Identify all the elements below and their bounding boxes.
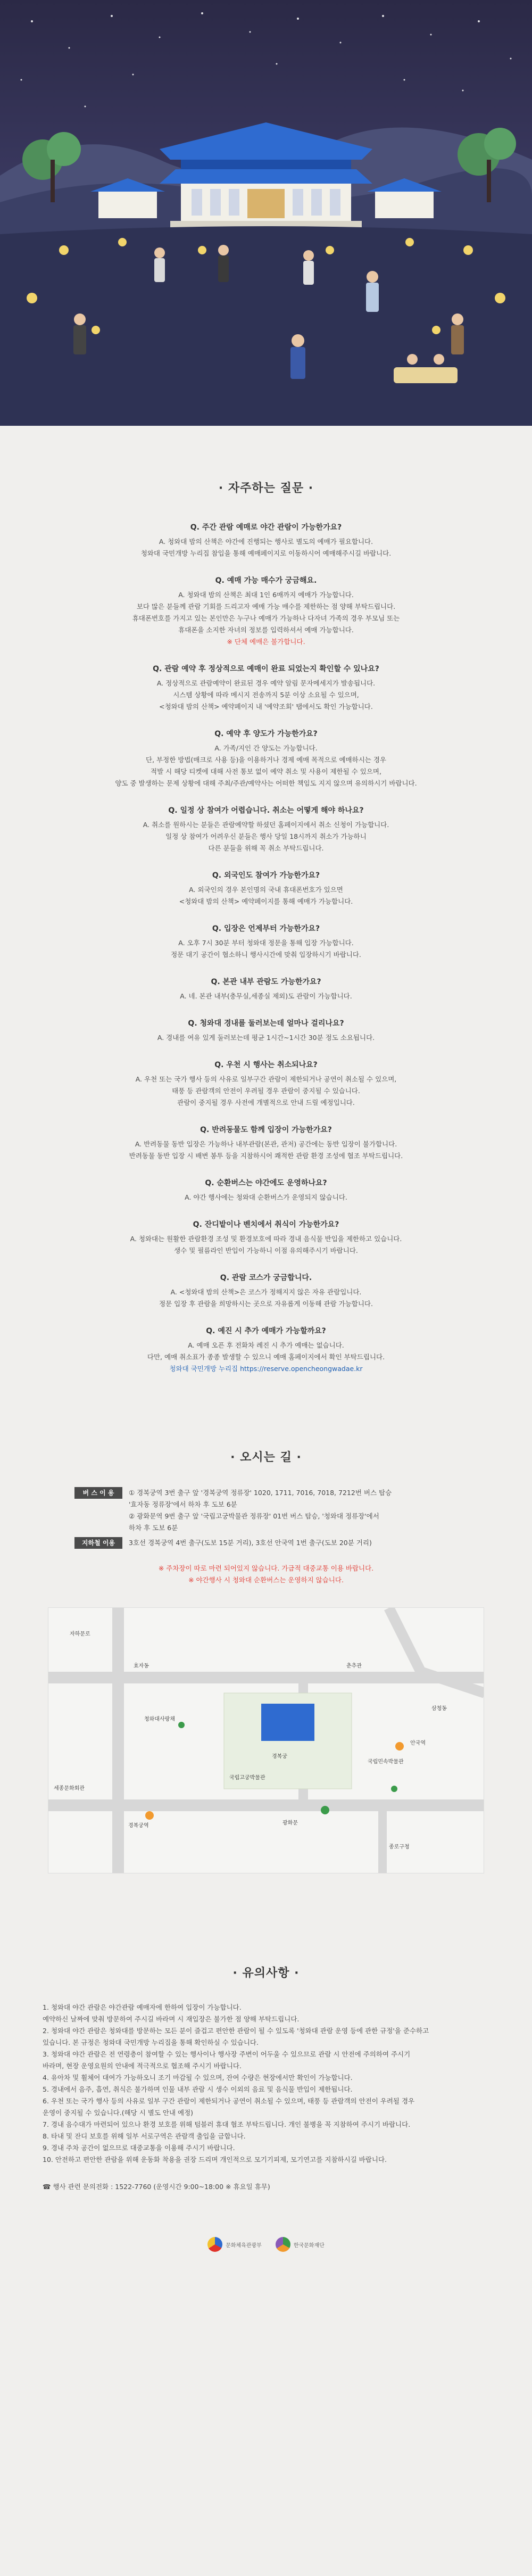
- faq-section: [0, 426, 532, 1427]
- faq-answer-line: 단, 부정한 방법(매크로 사용 등)을 이용하거나 경제 예매 목적으로 예매하시는 경우: [146, 756, 386, 764]
- faq-answer-line: A. 청와대는 원활한 관람환경 조성 및 환경보호에 따라 경내 음식물 반입을 제한하고 있습니다.: [130, 1235, 402, 1243]
- faq-answer: [32, 1192, 500, 1203]
- notice-title: · 유의사항 ·: [232, 1967, 300, 1980]
- faq-answer-line: A. 반려동물 동반 입장은 가능하나 내부관람(본관, 관저) 공간에는 동반 입장이 불가합니다.: [135, 1140, 397, 1148]
- faq-answer-line: 관람이 중지될 경우 사전에 개별적으로 안내 드릴 예정입니다.: [177, 1099, 355, 1107]
- faq-question: Q. 관람 코스가 궁금합니다.: [220, 1274, 312, 1282]
- faq-answer: [32, 678, 500, 713]
- directions-notes: [0, 1563, 532, 1586]
- faq-question: Q. 순환버스는 야간에도 운영하나요?: [205, 1179, 327, 1187]
- faq-question: Q. 외국인도 참여가 가능한가요?: [212, 871, 320, 880]
- faq-warning: ※ 단체 예매은 불가합니다.: [227, 638, 305, 646]
- transport-line: 3호선 경복궁역 4번 출구(도보 15분 거리), 3호선 안국역 1번 출구(도보 20분 거리): [129, 1539, 372, 1547]
- faq-question: Q. 주간 관람 예매로 야간 관람이 가능한가요?: [190, 523, 342, 532]
- faq-answer: [32, 884, 500, 907]
- faq-answer: [32, 990, 500, 1002]
- faq-answer-line: A. 오후 7시 30분 부터 청와대 정문을 통해 입장 가능합니다.: [178, 939, 354, 947]
- faq-item: [32, 1218, 500, 1257]
- faq-answer: [32, 1340, 500, 1375]
- faq-item: [32, 1124, 500, 1162]
- faq-answer: [32, 819, 500, 854]
- faq-answer-line: 다만, 예매 취소표가 종종 발생할 수 있으니 예매 홈페이지에서 확인 부탁드립니다.: [147, 1353, 385, 1361]
- transport-details: [129, 1487, 392, 1534]
- parking-note: ※ 주차장이 따로 마련 되어있지 않습니다. 가급적 대중교통 이용 바랍니다.: [158, 1564, 374, 1572]
- faq-answer-line: 휴대폰번호를 가지고 있는 본인만은 누구나 예매가 가능하나 다자녀 가족의 경우 부모님 또는: [132, 614, 400, 622]
- contact-info: ☎ 행사 관련 문의전화 : 1522-7760 (운영시간 9:00~18:00 ※ 휴요일 휴무): [43, 2183, 270, 2191]
- directions-row: [74, 1537, 458, 1549]
- faq-answer-line: 청와대 국민개방 누리집 참입을 통해 예매페이지로 이동하시어 예매해주시길 바랍니다.: [140, 549, 392, 557]
- faq-answer: [32, 937, 500, 961]
- faq-answer-line: A. 외국인의 경우 본인명의 국내 휴대폰번호가 있으면: [189, 886, 343, 894]
- faq-item: [32, 728, 500, 789]
- map-label: 세종문화회관: [54, 1786, 85, 1791]
- notice-item: 예약하신 날짜에 맞춰 방문하여 주시길 바라며 시 재입장은 불가한 점 양해 부탁드립니다.: [43, 2015, 300, 2023]
- map-label: 광화문: [282, 1820, 298, 1826]
- faq-answer: [32, 1032, 500, 1044]
- reservation-link[interactable]: 청와대 국민개방 누리집 https://reserve.opencheongwadae.kr: [169, 1365, 363, 1373]
- directions-row: [74, 1487, 458, 1534]
- directions-section: [0, 1427, 532, 1905]
- faq-answer-line: 정문 입장 후 관람을 희망하시는 곳으로 자유롭게 이동해 관람 가능합니다.: [159, 1300, 373, 1308]
- notice-section: [0, 1905, 532, 2212]
- map-label: 삼청동: [431, 1706, 447, 1712]
- notice-item: 1. 청와대 야간 관람은 야간관람 예매자에 한하여 입장이 가능합니다.: [43, 2003, 242, 2011]
- notice-item: 8. 타내 및 잔디 보호를 위해 일부 서로구역은 관람객 출입을 금합니다.: [43, 2132, 246, 2140]
- transport-line: ② 광화문역 9번 출구 앞 '국립고궁박물관 정류장' 01번 버스 탑승, '청와대 정류장'에서: [129, 1512, 379, 1520]
- faq-question: Q. 관람 예약 후 정상적으로 예매이 완료 되었는지 확인할 수 있나요?: [153, 665, 379, 673]
- faq-answer-line: A. 가족/지인 간 양도는 가능합니다.: [214, 744, 318, 752]
- faq-item: [32, 1177, 500, 1203]
- faq-item: [32, 1325, 500, 1375]
- notice-item: 바라며, 현장 운영요원의 안내에 적극적으로 협조해 주시기 바랍니다.: [43, 2062, 242, 2070]
- faq-question: Q. 예진 시 추가 예매가 가능할까요?: [206, 1327, 326, 1335]
- transport-tag: 지하철 이용: [74, 1537, 122, 1549]
- faq-list: [0, 521, 532, 1375]
- map-label: 춘추관: [346, 1663, 362, 1669]
- map-label: 청와대사랑채: [144, 1716, 175, 1722]
- faq-answer-line: <청와대 밤의 산책> 예약페이지 내 '예약조회' 탭에서도 확인 가능합니다.: [159, 703, 373, 711]
- map-label: 국립민속박물관: [368, 1759, 404, 1765]
- faq-answer-line: 다른 분들을 위해 꼭 취소 부탁드립니다.: [208, 844, 324, 852]
- faq-item: [32, 922, 500, 961]
- main-building: [160, 122, 372, 229]
- map-label: 효자동: [134, 1663, 149, 1669]
- faq-answer-line: 휴대폰을 소지한 자녀의 정보를 입력하셔서 예매 가능합니다.: [178, 626, 354, 634]
- foundation-logo: 한국문화재단: [276, 2237, 325, 2252]
- faq-item: [32, 1272, 500, 1310]
- faq-answer-line: A. 정상적으로 관람예약이 완료된 경우 예약 알림 문자메세지가 발송됩니다.: [156, 679, 376, 687]
- map-label: 종로구청: [389, 1844, 410, 1850]
- ministry-logo: 문화체육관광부: [207, 2237, 262, 2252]
- faq-item: [32, 976, 500, 1002]
- notice-item: 7. 경내 음수대가 마련되어 있으나 환경 보호를 위해 텀블러 휴대 협조 부탁드립니다. 개인 불병을 꼭 지참하여 주시기 바랍니다.: [43, 2120, 411, 2128]
- faq-answer-line: 태풍 등 관람객의 안전이 우려될 경우 관람이 중지될 수 있습니다.: [172, 1087, 360, 1095]
- stars: [21, 12, 512, 108]
- faq-answer: [32, 589, 500, 648]
- faq-question: Q. 예매 가능 매수가 궁금해요.: [215, 576, 317, 585]
- transport-line: ① 경복궁역 3번 출구 앞 '경복궁역 정류장' 1020, 1711, 7016, 7018, 7212번 버스 탑승: [129, 1489, 392, 1497]
- footer: [0, 2212, 532, 2276]
- notice-item: 10. 안전하고 편안한 관람을 위해 운동화 착용을 권장 드리며 개인적으로 모기기피제, 모기연고를 지참하시길 바랍니다.: [43, 2156, 387, 2164]
- notice-item: 2. 청와대 야간 관람은 청와대를 방문하는 모든 분이 즐겁고 편안한 관람이 될 수 있도록 '청와대 관람 운영 등에 관한 규정'을 준수하고: [43, 2027, 429, 2035]
- map-label: 경복궁역: [128, 1823, 149, 1829]
- faq-item: [32, 869, 500, 907]
- faq-item: [32, 1059, 500, 1109]
- faq-answer-line: A. 야간 행사에는 청와대 순환버스가 운영되지 않습니다.: [185, 1193, 347, 1201]
- faq-question: Q. 잔디밭이나 벤치에서 취식이 가능한가요?: [193, 1220, 339, 1229]
- notice-item: 4. 유아차 및 휠체어 대여가 가능하오니 조기 마감될 수 있으며, 잔여 수량은 현장에서만 확인이 가능합니다.: [43, 2074, 353, 2082]
- faq-item: [32, 574, 500, 648]
- notice-item: 있습니다. 본 규정은 청와대 국민개방 누리집을 통해 확인하실 수 있습니다.: [43, 2038, 259, 2046]
- faq-question: Q. 입장은 언제부터 가능한가요?: [212, 924, 320, 933]
- faq-answer: [32, 1286, 500, 1310]
- faq-item: [32, 1017, 500, 1044]
- faq-answer-line: A. 취소를 원하시는 분들은 관람예약할 하셨던 홈페이지에서 취소 신청이 가능합니다.: [143, 821, 389, 829]
- blue-house-marker: [261, 1704, 314, 1741]
- faq-question: Q. 본관 내부 관람도 가능한가요?: [211, 978, 321, 986]
- faq-answer-line: 양도 중 발생하는 문제 상황에 대해 주최/주관/예약사는 어떠한 책임도 지지 않으며 유의하시기 바랍니다.: [115, 779, 417, 787]
- notice-item: 운영이 중지될 수 있습니다.(해당 시 별도 안내 예정): [43, 2109, 194, 2117]
- transport-details: [129, 1537, 372, 1549]
- faq-answer-line: 반려동물 동반 입장 시 배변 봉투 등을 지참하시어 쾌적한 관람 환경 조성에 협조 부탁드립니다.: [129, 1152, 403, 1160]
- location-map: [48, 1607, 484, 1873]
- faq-answer-line: 생수 및 필름라인 반입이 가능하니 이점 유의해주시기 바랍니다.: [174, 1246, 358, 1254]
- faq-item: [32, 663, 500, 713]
- faq-answer-line: A. 청와대 밤의 산책은 야간에 진행되는 행사로 별도의 예매가 필요합니다.: [159, 538, 373, 546]
- notice-item: 6. 우천 또는 국가 행사 등의 사유로 일부 구간 관람이 제한되거나 공연이 취소될 수 있으며, 태풍 등 관람객의 안전이 우려될 경우: [43, 2097, 415, 2105]
- faq-question: Q. 일정 상 참여가 어렵습니다. 취소는 어떻게 해야 하나요?: [168, 806, 364, 815]
- faq-answer: [32, 1233, 500, 1257]
- faq-question: Q. 우천 시 행사는 취소되나요?: [214, 1061, 318, 1069]
- faq-answer-line: A. 네. 본관 내부(충무실,세종실 제외)도 관람이 가능합니다.: [180, 992, 352, 1000]
- directions-title: · 오시는 길 ·: [230, 1451, 302, 1464]
- faq-item: [32, 804, 500, 854]
- faq-item: [32, 521, 500, 559]
- map-label: 경복궁: [272, 1754, 287, 1760]
- faq-question: Q. 예약 후 양도가 가능한가요?: [214, 730, 318, 738]
- map-label: 자하문로: [70, 1631, 90, 1637]
- faq-answer-line: A. 경내를 여유 있게 둘러보는데 평균 1시간~1시간 30분 정도 소요됩니다.: [157, 1034, 375, 1042]
- faq-answer: [32, 742, 500, 789]
- faq-answer-line: A. 우천 또는 국가 행사 등의 사유로 일부구간 관람이 제한되거나 공연이 취소될 수 있으며,: [135, 1075, 397, 1083]
- faq-title: · 자주하는 질문 ·: [218, 482, 314, 495]
- night-scene: [0, 0, 532, 426]
- faq-answer-line: 일정 상 참여가 어려우신 분들은 행사 당일 18시까지 취소가 가능하니: [165, 832, 367, 840]
- shuttle-note: ※ 야간행사 시 청와대 순환버스는 운영하지 않습니다.: [188, 1576, 344, 1584]
- faq-answer: [32, 1074, 500, 1109]
- map-label: 국립고궁박물관: [229, 1775, 265, 1781]
- faq-answer: [32, 536, 500, 559]
- notice-item: 3. 청와대 야간 관람은 전 연령층이 참여할 수 있는 행사이나 행사장 주변이 어두울 수 있으므로 관람 시 안전에 주의하여 주시기: [43, 2050, 411, 2058]
- faq-answer-line: A. 청와대 밤의 산책은 최대 1인 6매까지 예매가 가능합니다.: [178, 591, 354, 599]
- notice-item: 9. 경내 주차 공간이 없으므로 대중교통을 이용해 주시기 바랍니다.: [43, 2144, 235, 2152]
- transport-line: '효자동 정류장'에서 하차 후 도보 6분: [129, 1500, 237, 1508]
- transport-tag: 버 스 이 용: [74, 1487, 122, 1499]
- faq-answer-line: 적발 시 해당 티켓에 대해 사전 통보 없이 예약 취소 및 사용이 제한될 수 있으며,: [151, 767, 381, 775]
- faq-question: Q. 청와대 경내를 둘러보는데 얼마나 걸리나요?: [188, 1019, 344, 1028]
- notice-list: [43, 2002, 489, 2166]
- faq-answer-line: 정문 대기 공간이 협소하니 행사시간에 맞춰 입장하시기 바랍니다.: [171, 951, 361, 959]
- hero-illustration: [0, 0, 532, 426]
- faq-answer-line: A. 예매 오픈 후 전화차 례진 시 추가 예매는 없습니다.: [188, 1341, 344, 1349]
- faq-answer: [32, 1138, 500, 1162]
- faq-answer-line: <청와대 밤의 산책> 예약페이지를 통해 예매가 가능합니다.: [179, 897, 353, 905]
- directions-table: [74, 1487, 458, 1549]
- faq-question: Q. 반려동물도 함께 입장이 가능한가요?: [200, 1126, 332, 1134]
- map-label: 안국역: [410, 1740, 426, 1746]
- faq-answer-line: 시스템 상황에 따라 메시지 전송까지 5분 이상 소요될 수 있으며,: [173, 691, 359, 699]
- faq-answer-line: A. <청와대 밤의 산책>은 코스가 정해지지 않은 자유 관람입니다.: [170, 1288, 362, 1296]
- notice-item: 5. 경내에서 음주, 흡연, 취식은 불가하며 인물 내부 관람 시 생수 이외의 음료 및 음식물 반입이 제한됩니다.: [43, 2085, 353, 2093]
- faq-answer-line: 보다 많은 분들께 관람 기회를 드리고자 예매 가능 매수를 제한하는 점 양해 부탁드립니다.: [136, 602, 396, 610]
- transport-line: 하차 후 도보 6분: [129, 1524, 178, 1532]
